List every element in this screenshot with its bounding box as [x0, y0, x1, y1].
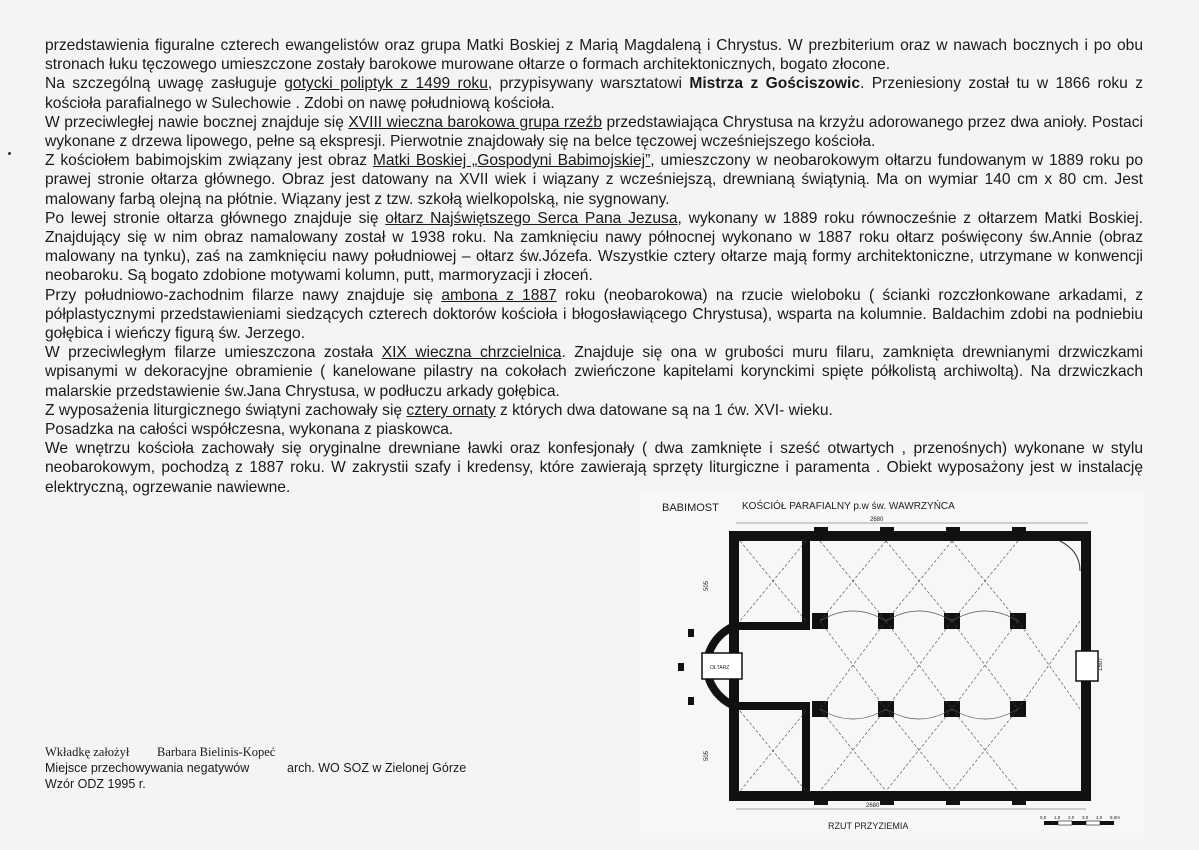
text-run: , umieszczony w neobarokowym ołtarzu fundowanym w 1889 roku po prawej stronie ołtarza głównego. Obraz jest datowany na XVII wiek i wiązany z wcześniejszą, drewnianą świątynią. Ma on wymiar 140 cm x 80 cm. Jest malowany farbą olejną na płótnie. Wiązany jest z tzw. szkołą wielkopolską, nie sygnowany.	[45, 152, 1143, 208]
text-run: W przeciwległym filarze umieszczona została	[45, 344, 382, 362]
paragraph	[45, 343, 1143, 401]
underlined-phrase: ambona z 1887	[441, 286, 557, 304]
founder-name: Barbara Bielinis-Kopeć	[157, 745, 276, 759]
underlined-phrase: ołtarz Najświętszego Serca Pana Jezusa	[385, 209, 678, 227]
text-run: Po lewej stronie ołtarza głównego znajduje się	[45, 209, 386, 227]
text-run: Przy południowo-zachodnim filarze nawy znajduje się	[45, 286, 442, 304]
paragraph	[45, 113, 1143, 151]
paragraph	[45, 286, 1143, 344]
plan-title: KOŚCIÓŁ PARAFIALNY p.w św. WAWRZYŃCA	[742, 501, 955, 512]
scale-label: 1,0	[1054, 815, 1061, 820]
scale-label: 4,0	[1096, 815, 1103, 820]
paragraph	[45, 151, 1143, 209]
text-run: roku (neobarokowa) na rzucie wieloboku ( ścianki rozczłonkowane arkadami, z półplastycznymi przedstawieniami siedzących czterech doktorów kościoła i błogosławiącego Chrystusa), wsparta na kolumnie. Baldachim zdobi na podniebiu gołębica i wieńczy figurą św. Jerzego.	[45, 286, 1143, 343]
paragraph	[45, 420, 1143, 439]
text-run: przedstawienia figuralne czterech ewangelistów oraz grupa Matki Boskiej z Marią Magdaleną i Chrystus. W prezbiterium oraz w nawach bocznych i po obu stronach łuku tęczowego umieszczone zostały barokowe murowane ołtarze o formach architektonicznych, bogato złocone.	[45, 37, 1143, 74]
underlined-phrase: XVIII wieczna barokowa grupa rzeźb	[348, 113, 603, 131]
scale-label: 3,0	[1082, 815, 1089, 820]
text-run: . Znajduje się ona w grubości muru filaru, zamknięta drewnianymi drzwiczkami wpisanymi w dekoracyjne obramienie ( kanelowane pilastry na cokołach zwieńczone kapitelami korynckimi spięte półkolistą archiwoltą). Na drzwiczkach malarskie przedstawienie św.Jana Chrystusa, w podłuczu arkady gołębica.	[45, 344, 1144, 400]
plan-dim-left-upper: 505	[704, 580, 710, 591]
underlined-phrase: gotycki poliptyk z 1499 roku	[284, 75, 488, 93]
plan-dim-bottom: 2680	[866, 803, 880, 809]
negatives-label: Miejsce przechowywania negatywów	[45, 761, 250, 775]
bold-phrase: Mistrza z Gościszowic	[689, 75, 861, 93]
credits-block	[45, 744, 466, 792]
scale-label: 0,0	[1040, 815, 1047, 820]
scan-speck	[8, 152, 11, 155]
paragraph	[45, 209, 1143, 286]
scale-label: 5,0m	[1110, 815, 1121, 820]
apse-buttress	[688, 697, 694, 705]
plan-dim-left-lower: 505	[704, 750, 710, 761]
plan-caption: RZUT PRZYZIEMIA	[828, 821, 909, 831]
plan-dim-top: 2680	[870, 517, 884, 523]
scale-label: 2,0	[1068, 815, 1075, 820]
text-run: przedstawiająca Chrystusa na krzyżu adorowanego przez dwa anioły. Postaci wykonane z drzewa lipowego, pełne są ekspresji. Pierwotnie znajdowały się na belce tęczowej wcześniejszego kościoła.	[45, 113, 1143, 151]
floor-plan-drawing	[640, 491, 1144, 839]
plan-place: BABIMOST	[662, 502, 719, 514]
paragraph	[45, 36, 1143, 74]
document-body	[45, 36, 1143, 497]
underlined-phrase: XIX wieczna chrzcielnica	[381, 344, 562, 362]
text-run: Z wyposażenia liturgicznego świątyni zachowały się	[45, 401, 407, 419]
text-run: Na szczególną uwagę zasługuje	[45, 75, 285, 93]
text-run: , wykonany w 1889 roku równocześnie z ołtarzem Matki Boskiej. Znajdujący się w nim obraz namalowany został w 1938 roku. Na zamknięciu nawy północnej wykonano w 1887 roku ołtarz poświęcony św.Annie (obraz malowany na tynku), zaś na zamknięciu nawy południowej – ołtarz św.Józefa. Wszystkie cztery ołtarze mają formy architektoniczne, utrzymane w konwencji neobaroku. Są bogato zdobione motywami kolumn, putt, marmoryzacji i złoceń.	[45, 209, 1144, 285]
pattern-note: Wzór ODZ 1995 r.	[45, 777, 146, 791]
text-run: Z kościołem babimojskim związany jest obraz	[45, 152, 373, 170]
negatives-place: arch. WO SOZ w Zielonej Górze	[287, 761, 467, 775]
scale-bar	[1044, 821, 1114, 825]
paragraph	[45, 74, 1143, 112]
text-run: , przypisywany warsztatowi	[487, 75, 690, 93]
text-run: z których dwa datowane są na 1 ćw. XVI- wieku.	[495, 401, 833, 419]
underlined-phrase: cztery ornaty	[406, 401, 496, 419]
entrance-porch	[1076, 651, 1098, 681]
plan-dim-right: 1507	[1098, 657, 1104, 671]
floor-plan	[640, 491, 1144, 839]
text-run: We wnętrzu kościoła zachowały się oryginalne drewniane ławki oraz konfesjonały ( dwa zamknięte i sześć otwartych , przenośnych) wykonane w stylu neobarokowym, pochodzą z 1887 roku. W zakrystii szafy i kredensy, które zawierają sprzęty liturgiczne i paramenta . Obiekt wyposażony jest w instalację elektryczną, ogrzewanie nawiewne.	[45, 440, 1143, 496]
text-run: Posadzka na całości współczesna, wykonana z piaskowca.	[45, 421, 454, 439]
apse-buttress	[688, 629, 694, 637]
paragraph	[45, 439, 1143, 497]
apse-buttress	[678, 663, 684, 671]
text-run: W przeciwległej nawie bocznej znajduje się	[45, 113, 349, 131]
founder-label: Wkładkę założył	[45, 745, 130, 759]
paragraph	[45, 401, 1143, 420]
text-run: . Przeniesiony został tu w 1866 roku z kościoła parafialnego w Sulechowie . Zdobi on nawę południową kościoła.	[45, 75, 1143, 112]
underlined-phrase: Matki Boskiej „Gospodyni Babimojskiej”	[372, 152, 651, 170]
altar-label: OŁTARZ	[710, 665, 730, 671]
